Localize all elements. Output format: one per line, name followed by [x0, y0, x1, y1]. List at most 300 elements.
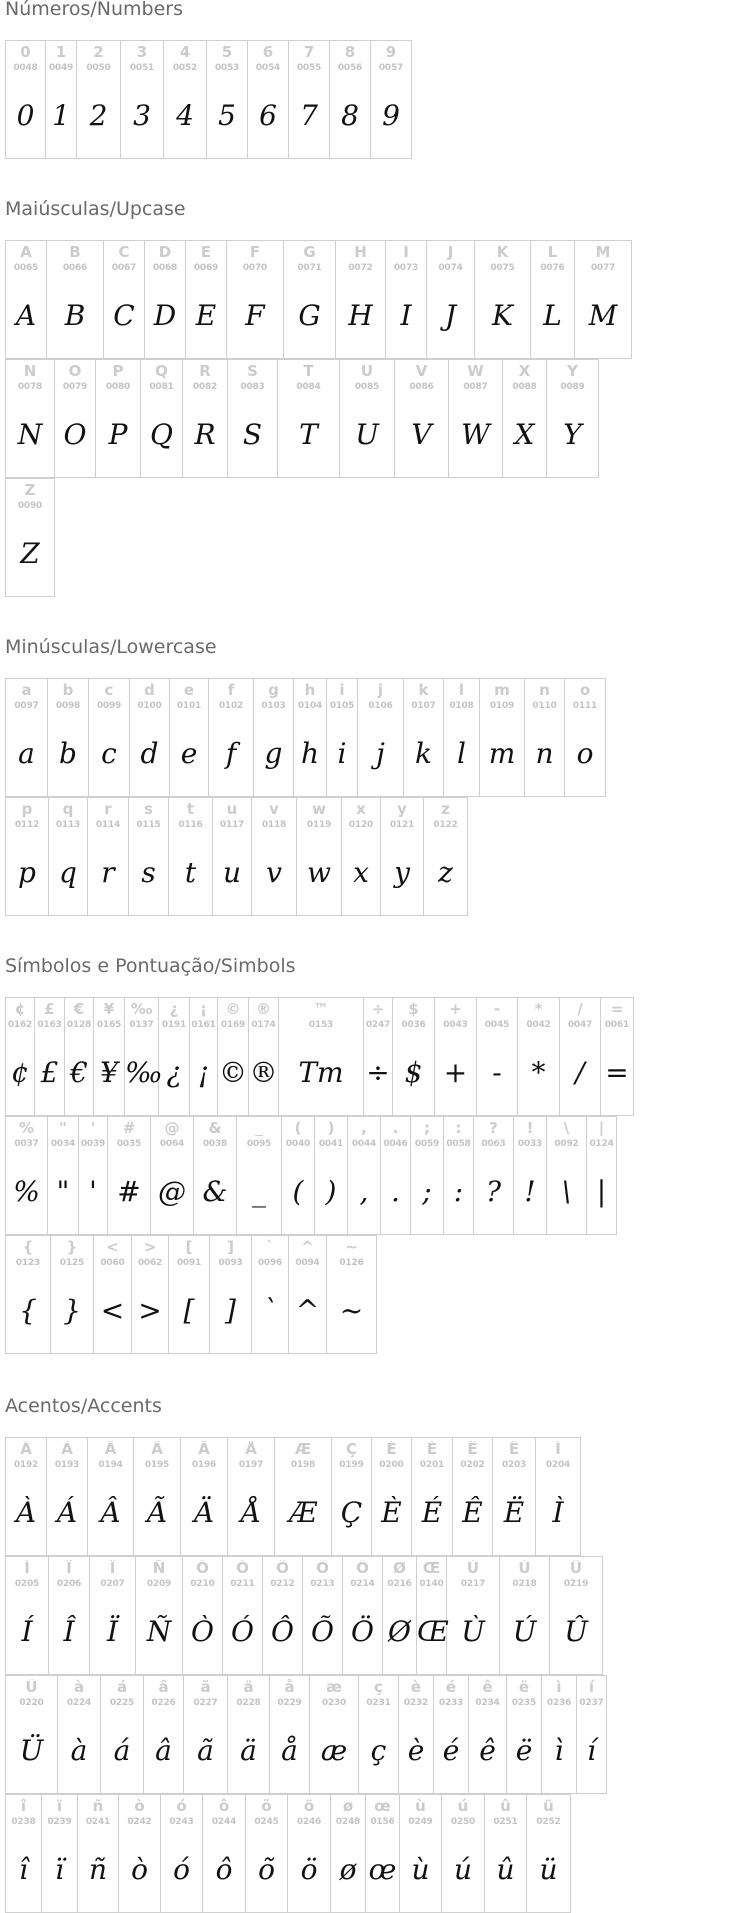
glyph-sample: € — [70, 1056, 88, 1089]
glyph-cell — [79, 1117, 108, 1235]
glyph-code: 0117 — [219, 820, 245, 830]
glyph-cell — [184, 1676, 228, 1794]
glyph-sample: é — [442, 1734, 460, 1767]
glyph-cell — [161, 1795, 203, 1913]
glyph-code: 0060 — [100, 1258, 125, 1268]
glyph-cell — [170, 679, 209, 797]
glyph-cell — [48, 1117, 79, 1235]
glyph-sample: ë — [515, 1734, 533, 1767]
glyph-code: 0064 — [159, 1139, 185, 1149]
glyph-sample: á — [113, 1734, 131, 1767]
glyph-row — [5, 678, 606, 797]
glyph-sample: ¢ — [11, 1056, 29, 1089]
glyph-sample: Ü — [19, 1734, 44, 1767]
glyph-label: E — [200, 244, 212, 260]
glyph-cell — [129, 798, 169, 916]
glyph-code: 0043 — [443, 1020, 468, 1030]
glyph-sample: ¿ — [166, 1056, 182, 1089]
glyph-label: _ — [255, 1120, 263, 1136]
glyph-sample: A — [15, 299, 37, 332]
glyph-cell — [393, 998, 435, 1116]
glyph-code: 0094 — [295, 1258, 320, 1268]
glyph-code: 0115 — [136, 820, 161, 830]
glyph-label: ¡ — [200, 1001, 207, 1017]
glyph-sample: œ — [368, 1853, 397, 1886]
glyph-sample: ù — [411, 1853, 430, 1886]
glyph-sample: V — [411, 418, 432, 451]
glyph-cell — [469, 1676, 507, 1794]
glyph-label: ë — [518, 1679, 530, 1695]
glyph-label: m — [494, 682, 510, 698]
glyph-code: 0050 — [86, 63, 111, 73]
glyph-row — [5, 478, 55, 597]
glyph-code: 0041 — [318, 1139, 344, 1149]
glyph-cell — [209, 679, 254, 797]
glyph-code: 0153 — [308, 1020, 334, 1030]
glyph-sample: å — [281, 1734, 298, 1767]
glyph-sample: ã — [197, 1734, 214, 1767]
glyph-cell — [88, 798, 129, 916]
glyph-cell — [6, 360, 55, 478]
glyph-label: ä — [243, 1679, 254, 1695]
glyph-label: q — [62, 801, 74, 817]
section-title: Minúsculas/Lowercase — [5, 636, 217, 658]
glyph-code: 0034 — [50, 1139, 76, 1149]
glyph-sample: # — [117, 1175, 141, 1208]
glyph-cell — [343, 1557, 383, 1675]
glyph-cell — [228, 360, 278, 478]
glyph-sample: & — [202, 1175, 228, 1208]
glyph-cell — [565, 679, 606, 797]
glyph-code: 0077 — [590, 263, 616, 273]
glyph-code: 0038 — [202, 1139, 228, 1149]
glyph-cell — [442, 1795, 485, 1913]
glyph-code: 0067 — [111, 263, 137, 273]
glyph-label: - — [493, 1001, 501, 1017]
glyph-sample: Ê — [462, 1496, 483, 1529]
glyph-code: 0125 — [59, 1258, 85, 1268]
glyph-sample: g — [264, 737, 283, 770]
section-title: Números/Numbers — [5, 0, 183, 20]
glyph-cell — [88, 1438, 134, 1556]
glyph-sample: \ — [561, 1175, 572, 1208]
glyph-cell — [121, 41, 164, 159]
glyph-code: 0101 — [176, 701, 202, 711]
glyph-code: 0110 — [532, 701, 557, 711]
glyph-cell — [411, 1117, 444, 1235]
glyph-cell — [444, 1117, 474, 1235]
glyph-sample: Ø — [388, 1615, 411, 1648]
glyph-label: G — [303, 244, 316, 260]
glyph-code: 0122 — [433, 820, 458, 830]
glyph-code: 0140 — [419, 1579, 444, 1589]
glyph-code: 0093 — [218, 1258, 243, 1268]
glyph-code: 0074 — [438, 263, 463, 273]
glyph-code: 0076 — [540, 263, 565, 273]
glyph-cell — [223, 1557, 263, 1675]
glyph-label: y — [397, 801, 407, 817]
glyph-sample: [ — [183, 1294, 195, 1327]
glyph-cell — [480, 679, 525, 797]
glyph-cell — [400, 1795, 442, 1913]
glyph-label: Ô — [276, 1560, 289, 1576]
glyph-code: 0225 — [109, 1698, 135, 1708]
glyph-label: S — [247, 363, 258, 379]
glyph-label: n — [539, 682, 550, 698]
glyph-cell — [94, 1236, 132, 1354]
glyph-label: T — [303, 363, 314, 379]
glyph-label: [ — [185, 1239, 193, 1255]
glyph-cell — [6, 1557, 49, 1675]
glyph-sample: æ — [320, 1734, 348, 1767]
glyph-label: Ó — [236, 1560, 249, 1576]
glyph-label: 2 — [93, 44, 104, 60]
glyph-code: 0106 — [368, 701, 393, 711]
glyph-code: 0118 — [261, 820, 287, 830]
glyph-sample: Ë — [503, 1496, 525, 1529]
glyph-sample: c — [101, 737, 117, 770]
glyph-code: 0212 — [270, 1579, 295, 1589]
glyph-cell — [228, 1676, 270, 1794]
glyph-cell — [46, 41, 77, 159]
glyph-cell — [424, 798, 468, 916]
glyph-sample: â — [155, 1734, 172, 1767]
glyph-sample: I — [400, 299, 412, 332]
glyph-cell — [542, 1676, 577, 1794]
glyph-sample: , — [359, 1175, 369, 1208]
glyph-label: A — [20, 244, 32, 260]
glyph-sample: > — [138, 1294, 162, 1327]
glyph-cell — [560, 998, 601, 1116]
glyph-cell — [6, 1236, 51, 1354]
glyph-cell — [134, 1438, 181, 1556]
glyph-code: 0104 — [297, 701, 323, 711]
glyph-cell — [169, 1236, 210, 1354]
glyph-cell — [601, 998, 634, 1116]
glyph-sample: È — [381, 1496, 402, 1529]
glyph-cell — [6, 479, 55, 597]
glyph-cell — [94, 998, 125, 1116]
glyph-sample: s — [141, 856, 156, 889]
glyph-label: ò — [134, 1798, 145, 1814]
glyph-sample: Å — [240, 1496, 262, 1529]
glyph-row — [5, 997, 634, 1116]
glyph-sample: z — [438, 856, 453, 889]
glyph-sample: ü — [539, 1853, 558, 1886]
glyph-code: 0235 — [511, 1698, 537, 1708]
glyph-sample: G — [298, 299, 321, 332]
glyph-label: J — [447, 244, 454, 260]
glyph-cell — [144, 1676, 184, 1794]
glyph-label: æ — [326, 1679, 342, 1695]
glyph-cell — [169, 798, 213, 916]
glyph-label: 4 — [179, 44, 191, 60]
glyph-cell — [6, 998, 35, 1116]
glyph-code: 0119 — [306, 820, 332, 830]
glyph-cell — [47, 1438, 88, 1556]
glyph-label: ç — [374, 1679, 383, 1695]
glyph-label: ÷ — [371, 1001, 385, 1017]
glyph-cell — [278, 360, 340, 478]
glyph-sample: ê — [479, 1734, 496, 1767]
glyph-code: 0088 — [512, 382, 537, 392]
glyph-cell — [203, 1795, 246, 1913]
glyph-label: e — [183, 682, 195, 698]
glyph-label: ~ — [345, 1239, 358, 1255]
glyph-sample: Û — [564, 1615, 588, 1648]
glyph-cell — [282, 1117, 315, 1235]
glyph-sample: î — [19, 1853, 28, 1886]
glyph-code: 0200 — [379, 1460, 404, 1470]
glyph-code: 0059 — [414, 1139, 440, 1149]
glyph-label: © — [225, 1001, 241, 1017]
glyph-code: 0051 — [129, 63, 155, 73]
glyph-row — [5, 1235, 377, 1354]
glyph-code: 0055 — [296, 63, 322, 73]
glyph-sample: M — [588, 299, 618, 332]
glyph-code: 0209 — [146, 1579, 172, 1589]
glyph-code: 0231 — [366, 1698, 391, 1708]
glyph-label: ‰ — [130, 1001, 153, 1017]
glyph-cell — [248, 41, 289, 159]
glyph-label: œ — [374, 1798, 391, 1814]
glyph-sample: d — [140, 737, 159, 770]
glyph-code: 0098 — [55, 701, 81, 711]
glyph-sample: 9 — [382, 99, 400, 132]
glyph-label: " — [59, 1120, 67, 1136]
glyph-cell — [359, 1676, 399, 1794]
glyph-code: 0199 — [339, 1460, 364, 1470]
glyph-cell — [77, 41, 121, 159]
glyph-cell — [213, 798, 252, 916]
glyph-label: v — [269, 801, 279, 817]
glyph-cell — [227, 241, 284, 359]
glyph-code: 0071 — [297, 263, 322, 273]
glyph-label: + — [449, 1001, 462, 1017]
glyph-sample: ‰ — [125, 1056, 163, 1089]
glyph-sample: i — [337, 737, 347, 770]
glyph-code: 0042 — [526, 1020, 551, 1030]
glyph-sample: l — [457, 737, 466, 770]
glyph-label: Ù — [466, 1560, 480, 1576]
glyph-code: 0219 — [563, 1579, 589, 1589]
glyph-code: 0250 — [450, 1817, 476, 1827]
glyph-label: ô — [218, 1798, 230, 1814]
glyph-sample: û — [496, 1853, 515, 1886]
glyph-label: # — [122, 1120, 136, 1136]
glyph-cell — [303, 1557, 343, 1675]
glyph-code: 0112 — [14, 820, 40, 830]
glyph-row — [5, 240, 632, 359]
section-title: Acentos/Accents — [5, 1395, 162, 1417]
glyph-cell — [78, 1795, 119, 1913]
glyph-code: 0057 — [378, 63, 404, 73]
glyph-cell — [412, 1438, 453, 1556]
glyph-sample: 5 — [218, 99, 236, 132]
glyph-label: @ — [164, 1120, 180, 1136]
glyph-cell — [136, 1557, 183, 1675]
glyph-code: 0092 — [554, 1139, 579, 1149]
glyph-label: 8 — [344, 44, 356, 60]
glyph-code: 0061 — [604, 1020, 630, 1030]
glyph-sample: L — [543, 299, 562, 332]
glyph-sample: 0 — [16, 99, 35, 132]
glyph-code: 0197 — [238, 1460, 264, 1470]
glyph-sample: ö — [300, 1853, 318, 1886]
glyph-label: 0 — [20, 44, 31, 60]
glyph-cell — [371, 41, 412, 159]
glyph-sample: ) — [325, 1175, 337, 1208]
glyph-cell — [58, 1676, 101, 1794]
glyph-label: } — [66, 1239, 78, 1255]
glyph-label: \ — [563, 1120, 570, 1136]
glyph-cell — [130, 679, 170, 797]
glyph-label: L — [547, 244, 558, 260]
glyph-cell — [364, 998, 393, 1116]
glyph-label: Ä — [198, 1441, 210, 1457]
glyph-cell — [90, 1557, 136, 1675]
glyph-code: 0161 — [191, 1020, 216, 1030]
glyph-sample: v — [266, 856, 282, 889]
glyph-sample: ~ — [339, 1294, 364, 1327]
glyph-label: î — [20, 1798, 27, 1814]
glyph-code: 0228 — [236, 1698, 261, 1708]
glyph-cell — [577, 1676, 607, 1794]
glyph-cell — [381, 798, 424, 916]
glyph-label: O — [68, 363, 82, 379]
glyph-cell — [336, 241, 386, 359]
glyph-code: 0124 — [589, 1139, 614, 1149]
glyph-sample: ® — [249, 1056, 278, 1089]
glyph-sample: X — [514, 418, 535, 451]
glyph-code: 0191 — [161, 1020, 187, 1030]
glyph-code: 0230 — [321, 1698, 347, 1708]
glyph-label: Ò — [196, 1560, 209, 1576]
glyph-sample: Ô — [271, 1615, 294, 1648]
glyph-cell — [447, 1557, 500, 1675]
glyph-code: 0079 — [62, 382, 88, 392]
glyph-row — [5, 359, 599, 478]
glyph-code: 0111 — [572, 701, 598, 711]
glyph-code: 0213 — [310, 1579, 335, 1589]
glyph-label: È — [386, 1441, 397, 1457]
glyph-code: 0251 — [493, 1817, 518, 1827]
glyph-sample: + — [443, 1056, 468, 1089]
glyph-code: 0035 — [116, 1139, 142, 1149]
glyph-code: 0163 — [37, 1020, 62, 1030]
glyph-sample: 8 — [341, 99, 359, 132]
glyph-label: * — [534, 1001, 543, 1017]
glyph-label: a — [21, 682, 32, 698]
glyph-label: ï — [56, 1798, 63, 1814]
glyph-sample: Z — [20, 537, 40, 570]
glyph-sample: f — [225, 737, 237, 770]
glyph-label: ù — [415, 1798, 426, 1814]
glyph-code: 0065 — [13, 263, 39, 273]
glyph-label: j — [377, 682, 384, 698]
glyph-code: 0082 — [192, 382, 218, 392]
glyph-cell — [6, 1438, 47, 1556]
glyph-code: 0095 — [246, 1139, 272, 1149]
glyph-code: 0113 — [55, 820, 81, 830]
glyph-cell — [358, 679, 404, 797]
glyph-label: 7 — [303, 44, 315, 60]
glyph-cell — [186, 241, 227, 359]
glyph-label: € — [73, 1001, 85, 1017]
glyph-sample: ' — [89, 1175, 97, 1208]
glyph-sample: B — [64, 299, 86, 332]
glyph-sample: Ó — [231, 1615, 254, 1648]
glyph-label: ( — [294, 1120, 302, 1136]
glyph-cell — [6, 679, 48, 797]
glyph-sample: ( — [292, 1175, 304, 1208]
glyph-cell — [395, 360, 449, 478]
glyph-label: l — [458, 682, 465, 698]
glyph-code: 0053 — [214, 63, 240, 73]
glyph-cell — [275, 1438, 332, 1556]
glyph-code: 0085 — [354, 382, 380, 392]
glyph-cell — [270, 1676, 310, 1794]
glyph-label: | — [598, 1120, 605, 1136]
glyph-sample: @ — [158, 1175, 186, 1208]
glyph-label: Õ — [316, 1560, 329, 1576]
glyph-code: 0229 — [277, 1698, 302, 1708]
glyph-cell — [435, 998, 477, 1116]
glyph-code: 0100 — [137, 701, 162, 711]
glyph-row — [5, 1794, 571, 1913]
glyph-sample: ¥ — [100, 1056, 118, 1089]
glyph-label: X — [518, 363, 531, 379]
glyph-code: 0204 — [545, 1460, 571, 1470]
glyph-label: M — [595, 244, 611, 260]
glyph-label: C — [118, 244, 130, 260]
glyph-code: 0237 — [579, 1698, 604, 1708]
glyph-code: 0126 — [339, 1258, 364, 1268]
glyph-cell — [237, 1117, 282, 1235]
glyph-sample: Œ — [417, 1615, 449, 1648]
glyph-sample: ! — [524, 1175, 536, 1208]
glyph-label: Ú — [518, 1560, 531, 1576]
glyph-label: b — [62, 682, 74, 698]
glyph-cell — [434, 1676, 469, 1794]
glyph-cell — [132, 1236, 169, 1354]
glyph-label: f — [227, 682, 235, 698]
glyph-cell — [475, 241, 531, 359]
glyph-label: g — [268, 682, 279, 698]
glyph-label: > — [143, 1239, 157, 1255]
glyph-label: ^ — [301, 1239, 314, 1255]
glyph-label: ] — [227, 1239, 234, 1255]
glyph-label: É — [426, 1441, 438, 1457]
glyph-sample: w — [307, 856, 331, 889]
glyph-cell — [288, 1795, 331, 1913]
glyph-code: 0052 — [172, 63, 198, 73]
glyph-label: Ï — [109, 1560, 116, 1576]
glyph-label: h — [304, 682, 316, 698]
glyph-row — [5, 1556, 603, 1675]
glyph-label: s — [144, 801, 153, 817]
glyph-label: o — [579, 682, 591, 698]
glyph-label: Q — [155, 363, 168, 379]
glyph-code: 0194 — [98, 1460, 123, 1470]
glyph-code: 0248 — [335, 1817, 361, 1827]
glyph-cell — [444, 679, 480, 797]
glyph-label: ¿ — [169, 1001, 179, 1017]
glyph-sample: q — [59, 856, 77, 889]
glyph-cell — [327, 1236, 377, 1354]
glyph-code: 0073 — [393, 263, 419, 273]
glyph-sample: P — [108, 418, 128, 451]
